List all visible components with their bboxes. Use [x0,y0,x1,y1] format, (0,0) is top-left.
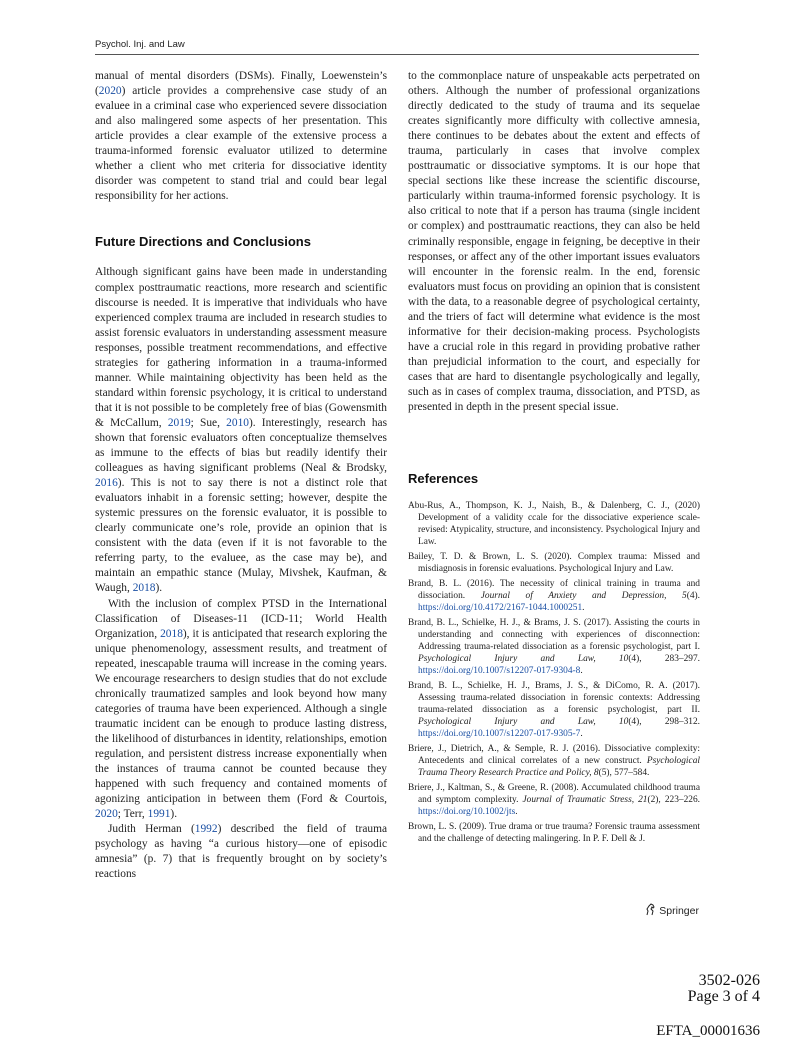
text-run: ), it is anticipated that research exploring the unique phenomenology, assessment results, and treatment of repeated, inescapable trauma will increase in the coming years. We encourage researchers to design studies that do not exclude chronically traumatized samples and look beyond how many categories of trauma have been experienced. Although a single traumatic incident can be enough to produce lasting distress, the likelihood of disturbances in identity, relationships, emotion regulation, and persistent distress increase exponentially when the instances of trauma cannot be counted because they happened with such frequency and contained moments of agonizing anticipation in between them (Ford & Courtois, [95,627,388,806]
text-run: ) described the field of trauma psychology as having “a curious history—one of episodic amnesia” (p. 7) that is frequently brought on by society’s reactions [95,823,388,881]
stamp-doc-id: EFTA_00001636 [656,1023,760,1039]
text-run: With the inclusion of complex PTSD in the International Classification of Diseases-11 (ICD-11; World Health Organization, [95,597,387,640]
reference-tail: . [580,729,583,740]
stamp-document-number: 3502-026 [698,972,760,989]
reference-list [408,500,700,845]
text-run: ). [155,582,163,595]
reference-text: Brown, L. S. (2009). True drama or true trauma? Forensic trauma assessment and the challenge of detecting malingering. In P. F. Dell & J. [408,822,700,845]
text-run: ) article provides a comprehensive case study of an evaluee in a criminal case who experienced severe dissociation and also malingered some aspects of her presentation. This article provides a clear example of the extensive process a trauma-informed forensic evaluator utilized to determine whether a client who met criteria for dissociative identity disorder was competent to stand trial and could bear legal responsibility for her actions. [95,85,387,203]
paragraph-icd11 [95,597,387,823]
reference-text: Brand, B. L., Schielke, H. J., & Brams, J. S. (2017). Assisting the courts in understanding and connecting with experiences of disconnection: Addressing trauma-related dissociation as a forensic psychologist, part I. [408,618,700,653]
reference-item [408,821,700,845]
text-run: Judith Herman ( [108,823,195,836]
reference-doi-link[interactable]: https://doi.org/10.1007/s12207-017-9304-8 [418,666,581,677]
reference-text: Brand, B. L., Schielke, H. J., Brams, J. S., & DiComo, R. A. (2017). Assessing trauma-related dissociation in forensic contexts: Addressing trauma-related dissociation as a forensic psychologist, part II. [408,681,700,716]
reference-volume-pages: (5), 577–584. [598,768,650,779]
text-run: ). Interestingly, research has shown that forensic evaluators often conceptualize themselves as immune to the effects of bias but readily identify their colleagues as having significant problems (Neal & Brodsky, [95,416,388,475]
citation-link[interactable]: 2019 [167,416,191,429]
reference-item [408,500,700,548]
text-run: manual of mental disorders (DSMs). Finally, Loewenstein’s ( [95,70,387,98]
reference-volume-pages: (4). [686,591,701,602]
citation-link[interactable]: 2018 [160,627,183,640]
reference-volume-pages: (2), 223–226. [647,795,700,806]
reference-tail: . [582,603,585,614]
reference-tail: . [515,807,518,818]
reference-journal: Psychological Injury and Law, 10 [418,654,629,665]
paragraph-research-needs [95,265,387,596]
reference-journal: Psychological Injury and Law, 10 [418,717,629,728]
reference-tail: . [580,666,583,677]
citation-link[interactable]: 1992 [194,823,218,836]
citation-link[interactable]: 2010 [226,416,249,429]
text-run: ; Sue, [190,416,227,429]
citation-link[interactable]: 2020 [95,808,118,821]
publisher-name: Springer [659,904,699,917]
section-heading-future-directions: Future Directions and Conclusions [95,234,311,250]
paragraph-loewenstein [95,69,387,204]
reference-item [408,551,700,575]
paragraph-collective-amnesia: to the commonplace nature of unspeakable acts perpetrated on others. Although the number of professional organizations directly dedicated to the study of trauma and its sequelae creates significantly more difficulty with collective amnesia, there continues to be debates about the extent and effects of trauma, particularly in cases that involve complex posttraumatic or dissociative symptoms. It is our hope that special sections like these increase the scientific discourse, particularly within trauma-informed forensic psychology. It is also critical to note that if a person has trauma (single incident or complex) and posttraumatic reactions, they can also be held criminally responsible, engage in feigning, be deceptive in their responses, or affect any of the other important issues evaluators will encounter in the forensic realm. In the end, forensic evaluators must focus on providing an opinion that is consistent with the data, to a reasonable degree of psychological certainty, and the triers of fact will determine what evidence is the most informative for their decision-making process. Psychologists have a crucial role in this regard in providing probative rather than prejudicial information to the court, and especially for cases that are hard to disentangle psychologically and legally, such as in cases of complex trauma, dissociation, and PTSD, as presented in depth in the present special issue. [408,70,700,414]
references-heading: References [408,471,479,487]
text-run: ; Terr, [117,808,148,821]
header-divider [95,54,699,55]
running-head-journal: Psychol. Inj. and Law [95,39,185,50]
reference-text: Briere, J., Dietrich, A., & Semple, R. J. (2016). Dissociative complexity: Antecedents and clinical correlates of a new construct. [408,744,700,767]
right-column [408,69,700,848]
reference-item [408,743,700,779]
reference-doi-link[interactable]: https://doi.org/10.1007/s12207-017-9305-7 [418,729,581,740]
reference-doi-link[interactable]: https://doi.org/10.1002/jts [418,807,516,818]
reference-journal: Psychological Trauma Theory Research Practice and Policy, 8 [418,756,700,779]
citation-link[interactable]: 2018 [132,582,156,595]
reference-journal: Journal of Anxiety and Depression, 5 [480,591,687,602]
reference-text: Briere, J., Kaltman, S., & Greene, R. (2008). Accumulated childhood trauma and symptom complexity. [408,783,700,806]
stamp-page-number: Page 3 of 4 [687,988,760,1005]
springer-horse-icon [645,903,656,919]
paragraph-herman [95,822,387,882]
text-run: Although significant gains have been made in understanding complex posttraumatic reactions, more research and scientific discourse is needed. It is imperative that individuals who have experienced complex trauma are included in research studies to assist forensic evaluators in understanding assessment measure responses, possible treatment recommendations, and effective strategies for gathering information in a trauma-informed manner. While maintaining objectivity has been held as the standard within forensic psychology, it is critical to understand that it is not possible to be completely free of bias (Gowensmith & McCallum, [95,266,387,429]
reference-item [408,617,700,677]
reference-item [408,578,700,614]
text-run: ). This is not to say there is not a distinct role that evaluators inhabit in a forensic setting; however, despite the systemic pressures on the forensic evaluator, it is possible to clearly communicate one’s role, provide an opinion that is consistent with the data (even if it is not favorable to the referring party, to the evaluee, as the case may be), and maintain an empathic stance (Mulay, Mivshek, Kaufman, & Waugh, [95,477,387,595]
reference-volume-pages: (4), 283–297. [628,654,701,665]
citation-link[interactable]: 2016 [95,477,118,490]
reference-text: Abu-Rus, A., Thompson, K. J., Naish, B., & Dalenberg, C. J., (2020) Development of a validity ccale for the dissociative experience scale-revised: Atypicality, structure, and inconsistency. Psychological Injury and Law. [408,501,700,548]
citation-link[interactable]: 2020 [98,85,122,98]
reference-item [408,680,700,740]
citation-link[interactable]: 1991 [147,808,171,821]
reference-doi-link[interactable]: https://doi.org/10.4172/2167-1044.1000251 [418,603,583,614]
left-column [95,69,387,882]
reference-text: Brand, B. L. (2016). The necessity of clinical training in trauma and dissociation. [408,579,700,602]
reference-text: Bailey, T. D. & Brown, L. S. (2020). Complex trauma: Missed and misdiagnosis in forensic evaluations. Psychological Injury and Law. [408,552,700,575]
reference-journal: Journal of Traumatic Stress, 21 [522,795,648,806]
reference-item [408,782,700,818]
springer-logo [645,903,699,919]
reference-volume-pages: (4), 298–312. [628,717,701,728]
text-run: ). [170,808,178,821]
